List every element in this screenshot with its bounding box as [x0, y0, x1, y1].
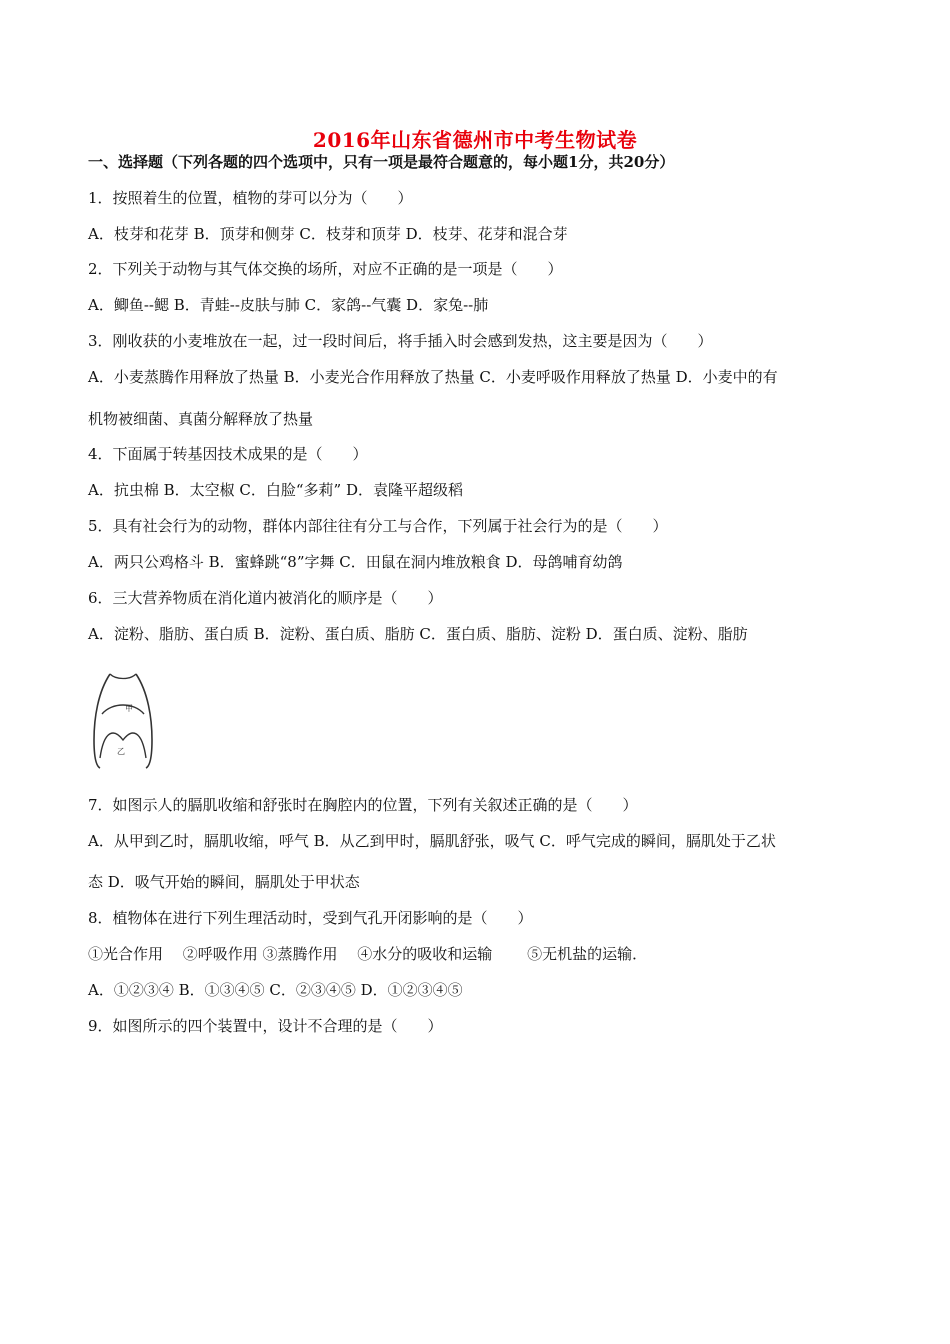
question-4-options: A．抗虫棉 B．太空椒 C．白脸“多莉” D．袁隆平超级稻 [88, 481, 464, 499]
question-3-options-line1: A．小麦蒸腾作用释放了热量 B．小麦光合作用释放了热量 C．小麦呼吸作用释放了热量 D．小麦中的有 [88, 368, 778, 386]
figure-label-jia: 甲 [125, 704, 133, 713]
question-1-stem: 1．按照着生的位置，植物的芽可以分为（ ） [88, 189, 413, 207]
question-6-stem: 6．三大营养物质在消化道内被消化的顺序是（ ） [88, 589, 443, 607]
question-9-stem: 9．如图所示的四个装置中，设计不合理的是（ ） [88, 1017, 443, 1035]
question-8-options: A．①②③④ B．①③④⑤ C．②③④⑤ D．①②③④⑤ [88, 981, 463, 999]
diaphragm-figure [88, 668, 158, 776]
question-3-options-line2: 机物被细菌、真菌分解释放了热量 [88, 410, 314, 428]
question-8-stem: 8．植物体在进行下列生理活动时，受到气孔开闭影响的是（ ） [88, 909, 533, 927]
question-7-options-line2: 态 D．吸气开始的瞬间，膈肌处于甲状态 [88, 873, 360, 891]
section-heading: 一、选择题（下列各题的四个选项中，只有一项是最符合题意的，每小题1分，共20分） [88, 153, 675, 171]
question-7-stem: 7．如图示人的膈肌收缩和舒张时在胸腔内的位置，下列有关叙述正确的是（ ） [88, 796, 638, 814]
question-2-stem: 2．下列关于动物与其气体交换的场所，对应不正确的是一项是（ ） [88, 260, 563, 278]
question-5-options: A．两只公鸡格斗 B．蜜蜂跳“8”字舞 C．田鼠在洞内堆放粮食 D．母鸽哺育幼鸽 [88, 553, 623, 571]
question-6-options: A．淀粉、脂肪、蛋白质 B．淀粉、蛋白质、脂肪 C．蛋白质、脂肪、淀粉 D．蛋白质、淀粉、脂肪 [88, 625, 748, 643]
exam-title: 2016年山东省德州市中考生物试卷 [312, 128, 638, 152]
question-3-stem: 3．刚收获的小麦堆放在一起，过一段时间后，将手插入时会感到发热，这主要是因为（ ） [88, 332, 713, 350]
figure-label-yi: 乙 [117, 747, 125, 756]
question-2-options: A．鲫鱼--鳃 B．青蛙--皮肤与肺 C．家鸽--气囊 D．家兔--肺 [88, 296, 489, 314]
question-4-stem: 4．下面属于转基因技术成果的是（ ） [88, 445, 368, 463]
question-5-stem: 5．具有社会行为的动物，群体内部往往有分工与合作，下列属于社会行为的是（ ） [88, 517, 668, 535]
question-1-options: A．枝芽和花芽 B．顶芽和侧芽 C．枝芽和顶芽 D．枝芽、花芽和混合芽 [88, 225, 568, 243]
question-8-items: ①光合作用 ②呼吸作用 ③蒸腾作用 ④水分的吸收和运输 ⑤无机盐的运输． [88, 945, 648, 963]
question-7-options-line1: A．从甲到乙时，膈肌收缩，呼气 B．从乙到甲时，膈肌舒张，吸气 C．呼气完成的瞬间，膈肌处于乙状 [88, 832, 776, 850]
